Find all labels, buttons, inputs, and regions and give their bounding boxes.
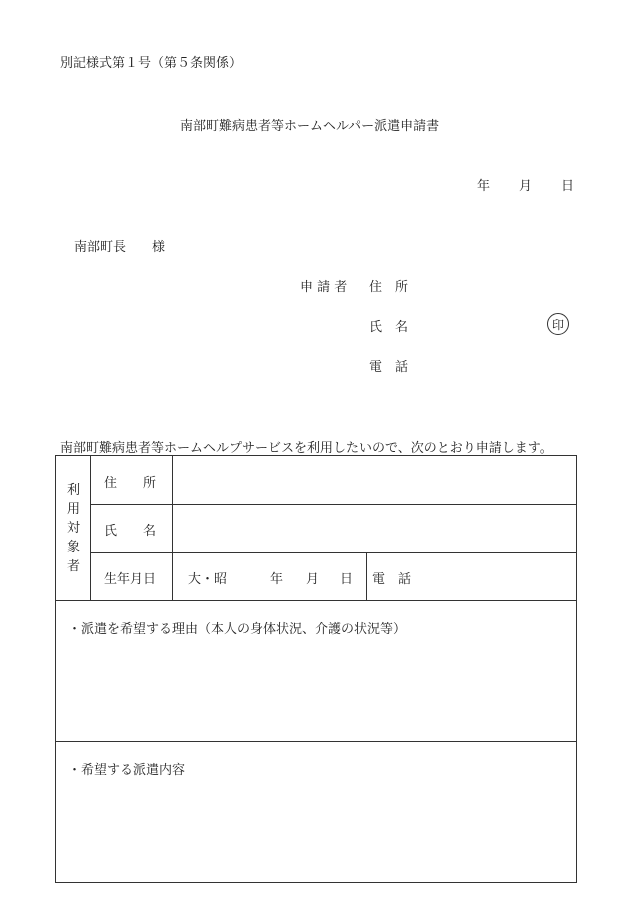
divider [366,552,367,600]
subject-char: 用 [66,501,80,517]
divider [56,741,576,742]
subject-name-label: 氏 名 [104,524,157,539]
reason-field[interactable] [57,641,575,739]
applicant-name-label: 氏 名 [369,320,409,335]
birth-year-label: 年 [270,572,284,587]
date-year-label: 年 [477,179,491,194]
divider [56,600,576,601]
applicant-address-label: 住 所 [369,280,409,295]
birth-era-label: 大・昭 [188,572,228,587]
subject-address-label: 住 所 [104,476,157,491]
addressee: 南部町長 様 [74,240,166,255]
content-field[interactable] [57,781,575,881]
date-day-label: 日 [561,179,575,194]
applicant-label: 申 請 者 [300,280,348,295]
subject-address-field[interactable] [173,457,575,503]
seal-mark: 印 [547,313,569,335]
subject-label [56,456,91,600]
subject-name-field[interactable] [173,505,575,551]
form-number: 別記様式第１号（第５条関係） [60,56,243,71]
divider [90,552,576,553]
subject-char: 利 [66,482,80,498]
page-title: 南部町難病患者等ホームヘルパー派遣申請書 [180,119,440,134]
content-label: ・希望する派遣内容 [68,763,186,778]
reason-label: ・派遣を希望する理由（本人の身体状況、介護の状況等） [68,622,407,637]
date-month-label: 月 [519,179,533,194]
subject-char: 象 [66,539,80,555]
subject-birthdate-label: 生年月日 [104,572,157,587]
applicant-phone-label: 電 話 [369,360,409,375]
birth-month-label: 月 [306,572,320,587]
intro-text: 南部町難病患者等ホームヘルプサービスを利用したいので、次のとおり申請します。 [60,441,553,456]
subject-char: 者 [66,558,80,574]
subject-phone-label: 電 話 [372,572,412,587]
application-table [55,455,577,883]
subject-char: 対 [66,520,80,536]
divider [90,456,91,600]
birth-day-label: 日 [340,572,354,587]
